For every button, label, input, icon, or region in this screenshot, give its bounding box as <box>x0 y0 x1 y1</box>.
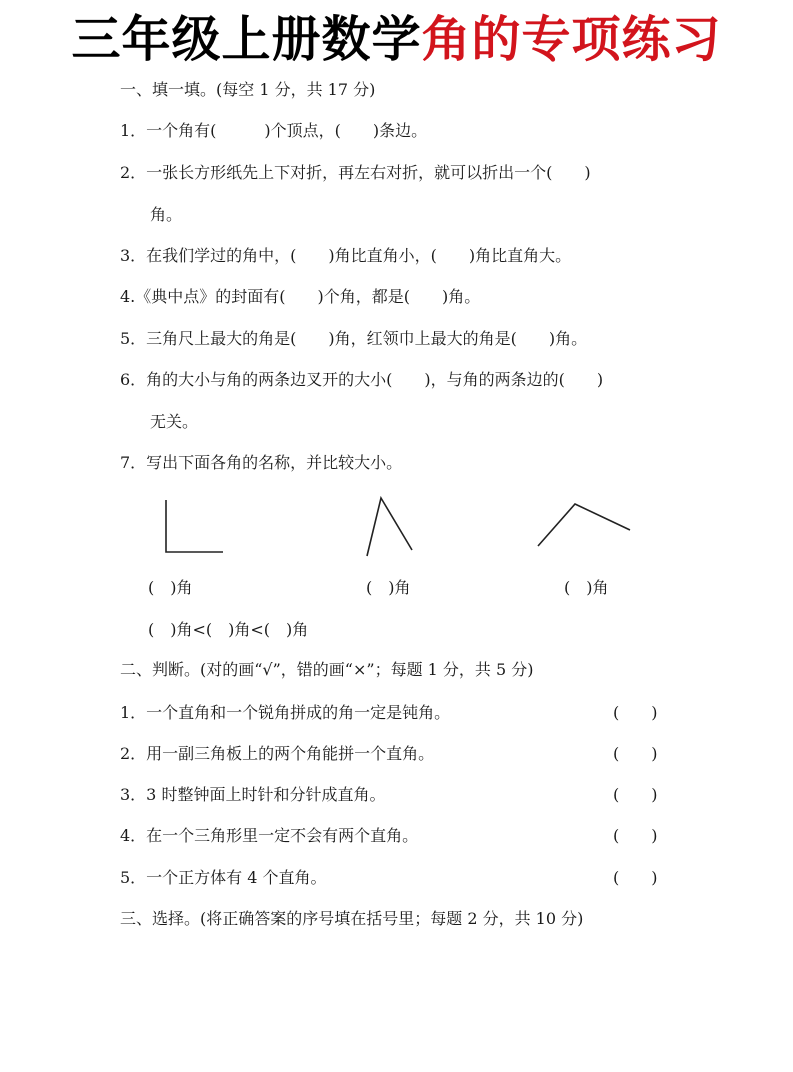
banner-title-red: 角的专项练习 <box>421 11 722 68</box>
judge-answer-blank-1: ( ) <box>613 703 658 722</box>
section1-heading: 一、填一填。(每空 1 分，共 17 分) <box>120 80 376 99</box>
angle-figures <box>0 480 793 560</box>
question-2-line1: 2．一张长方形纸先上下对折，再左右对折，就可以折出一个( ) <box>120 163 591 182</box>
judge-item-5: 5．一个正方体有 4 个直角。 <box>120 868 327 887</box>
page-banner-title <box>0 0 793 80</box>
obtuse-angle-figure <box>538 504 630 546</box>
judge-answer-blank-2: ( ) <box>613 744 658 763</box>
judge-answer-blank-3: ( ) <box>613 785 658 804</box>
angle-label-3: ( )角 <box>564 578 609 597</box>
judge-item-2: 2．用一副三角板上的两个角能拼一个直角。 <box>120 744 435 763</box>
question-1: 1．一个角有( )个顶点，( )条边。 <box>120 121 428 140</box>
question-6-line1: 6．角的大小与角的两条边叉开的大小( )，与角的两条边的( ) <box>120 370 604 389</box>
question-2-line2: 角。 <box>150 205 183 224</box>
judge-item-1: 1．一个直角和一个锐角拼成的角一定是钝角。 <box>120 703 451 722</box>
angle-label-2: ( )角 <box>366 578 411 597</box>
section3-heading: 三、选择。(将正确答案的序号填在括号里；每题 2 分，共 10 分) <box>120 909 584 928</box>
question-3: 3．在我们学过的角中，( )角比直角小，( )角比直角大。 <box>120 246 572 265</box>
judge-answer-blank-4: ( ) <box>613 826 658 845</box>
question-4: 4.《典中点》的封面有( )个角，都是( )角。 <box>120 287 481 306</box>
judge-item-3: 3．3 时整钟面上时针和分针成直角。 <box>120 785 386 804</box>
question-7: 7．写出下面各角的名称，并比较大小。 <box>120 453 403 472</box>
judge-item-4: 4．在一个三角形里一定不会有两个直角。 <box>120 826 419 845</box>
question-6-line2: 无关。 <box>150 412 199 431</box>
angle-label-1: ( )角 <box>148 578 193 597</box>
banner-title-black: 三年级上册数学 <box>71 11 422 68</box>
judge-answer-blank-5: ( ) <box>613 868 658 887</box>
section2-heading: 二、判断。(对的画“√”，错的画“×”；每题 1 分，共 5 分) <box>120 660 534 679</box>
question-5: 5．三角尺上最大的角是( )角，红领巾上最大的角是( )角。 <box>120 329 588 348</box>
right-angle-figure <box>166 500 223 552</box>
acute-angle-figure <box>367 498 412 556</box>
angle-compare-line: ( )角<( )角<( )角 <box>148 620 309 639</box>
